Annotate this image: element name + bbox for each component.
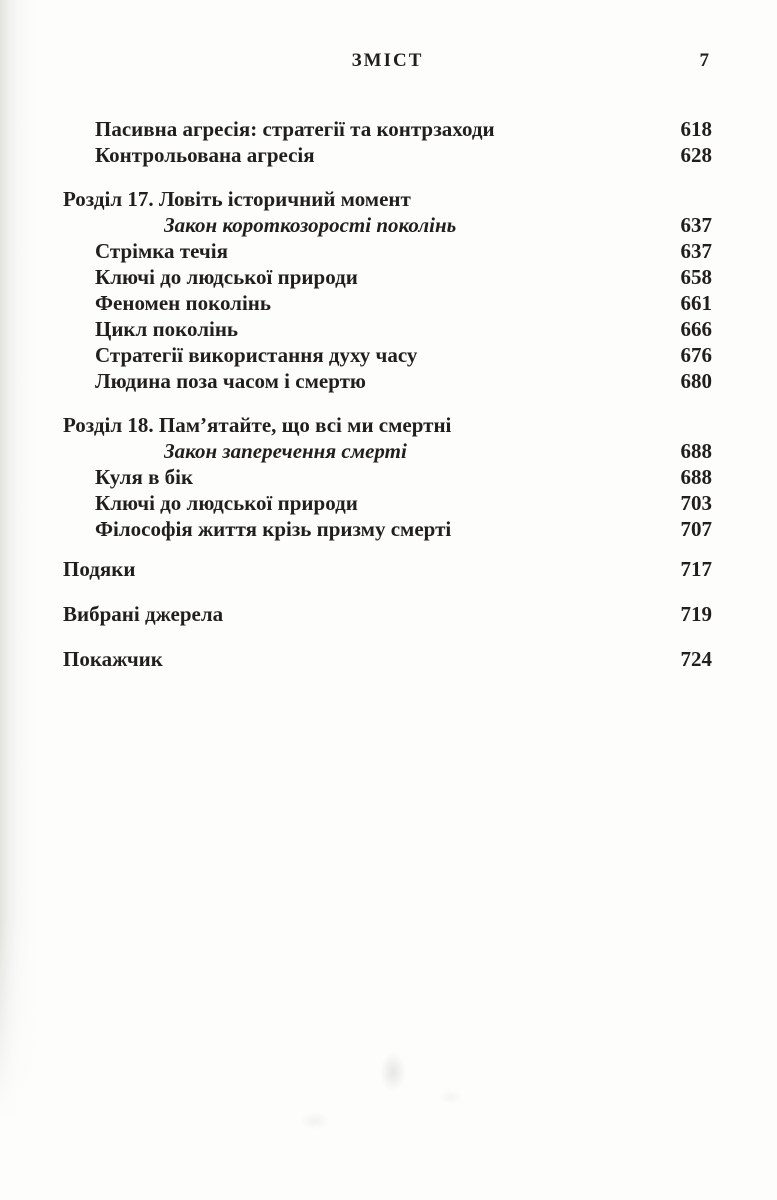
page-header-title: ЗМІСТ xyxy=(351,50,424,71)
toc-entry-label: Філософія життя крізь призму смерті xyxy=(95,517,452,541)
toc-entry-label: Феномен поколінь xyxy=(95,291,271,315)
toc-entry-label: Пасивна агресія: стратегії та контрзаходи xyxy=(95,117,495,141)
toc-entry-page: 680 xyxy=(680,369,712,393)
toc-entry-page: 707 xyxy=(680,517,712,541)
toc-entry-page: 688 xyxy=(680,439,712,463)
toc-entry-label: Ключі до людської природи xyxy=(95,491,358,515)
toc-entry xyxy=(63,438,712,464)
toc-entry-page: 658 xyxy=(680,265,712,289)
toc-entry xyxy=(63,212,712,238)
toc-entry-page: 661 xyxy=(680,291,712,315)
page-header xyxy=(63,0,712,74)
toc-entry xyxy=(63,238,712,264)
table-of-contents xyxy=(63,116,712,672)
toc-entry-label: Стратегії використання духу часу xyxy=(95,343,418,367)
toc-entry-label: Контрольована агресія xyxy=(95,143,315,167)
scan-edge-shadow xyxy=(0,0,38,1120)
toc-entry-page: 637 xyxy=(680,239,712,263)
toc-backmatter-entry xyxy=(63,646,712,672)
toc-entry xyxy=(63,316,712,342)
scan-smudge xyxy=(380,1052,406,1092)
toc-entry xyxy=(63,464,712,490)
toc-entry-page: 724 xyxy=(680,647,712,671)
toc-entry-label: Стрімка течія xyxy=(95,239,228,263)
toc-backmatter-entry xyxy=(63,556,712,582)
toc-entry-label: Куля в бік xyxy=(95,465,194,489)
toc-entry-label: Ключі до людської природи xyxy=(95,265,358,289)
toc-entry-label: Людина поза часом і смертю xyxy=(95,369,366,393)
toc-entry xyxy=(63,290,712,316)
toc-backmatter-entry xyxy=(63,601,712,627)
toc-entry xyxy=(63,264,712,290)
toc-chapter-heading xyxy=(63,412,712,438)
toc-entry-page: 688 xyxy=(680,465,712,489)
toc-chapter-label: Розділ 18. Пам’ятайте, що всі ми смертні xyxy=(63,413,452,437)
toc-entry-page: 666 xyxy=(680,317,712,341)
toc-chapter-heading xyxy=(63,186,712,212)
toc-entry-page: 719 xyxy=(680,602,712,626)
toc-entry xyxy=(63,516,712,542)
scan-smudge xyxy=(440,1090,462,1104)
toc-entry-label: Цикл поколінь xyxy=(95,317,239,341)
toc-law-label: Закон заперечення смерті xyxy=(164,439,407,463)
toc-entry xyxy=(63,142,712,168)
scan-smudge xyxy=(300,1112,330,1130)
toc-entry xyxy=(63,368,712,394)
toc-entry xyxy=(63,490,712,516)
toc-entry-label: Вибрані джерела xyxy=(63,602,224,626)
toc-entry-page: 637 xyxy=(680,213,712,237)
toc-entry-page: 703 xyxy=(680,491,712,515)
toc-chapter-label: Розділ 17. Ловіть історичний момент xyxy=(63,187,411,211)
toc-entry-label: Подяки xyxy=(63,557,136,581)
toc-entry-page: 717 xyxy=(680,557,712,581)
toc-entry-page: 628 xyxy=(680,143,712,167)
page-number: 7 xyxy=(699,50,709,71)
toc-entry-label: Покажчик xyxy=(63,647,163,671)
toc-entry xyxy=(63,116,712,142)
toc-entry-page: 676 xyxy=(680,343,712,367)
toc-law-label: Закон короткозорості поколінь xyxy=(164,213,457,237)
toc-entry xyxy=(63,342,712,368)
toc-entry-page: 618 xyxy=(680,117,712,141)
